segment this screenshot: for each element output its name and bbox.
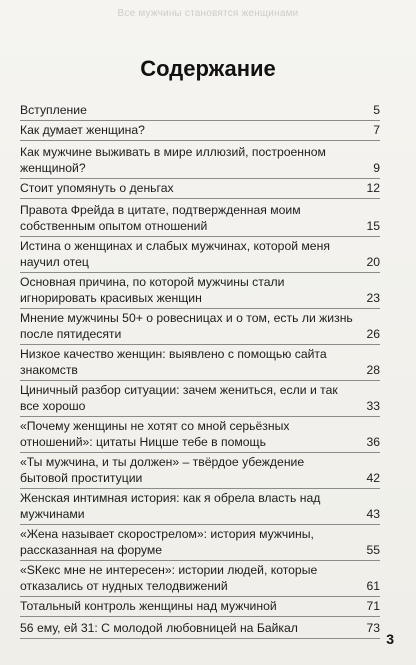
toc-entry-page: 26 bbox=[366, 327, 380, 341]
toc-entry-title: Правота Фрейда в цитате, подтвержденная моим собственным опытом отношений bbox=[20, 203, 301, 233]
page-title: Содержание bbox=[140, 56, 276, 81]
toc-entry-page: 20 bbox=[366, 255, 380, 269]
toc-entry-page: 33 bbox=[366, 399, 380, 413]
toc-entry-page: 5 bbox=[373, 103, 380, 117]
toc-entry bbox=[20, 346, 380, 381]
toc-entry-title: «Жена называет скорострелом»: история мужчины, рассказанная на форуме bbox=[20, 527, 314, 557]
toc-entry-page: 43 bbox=[366, 507, 380, 521]
toc-entry-page: 12 bbox=[366, 181, 380, 195]
toc-entry bbox=[20, 454, 380, 489]
toc-entry-page: 36 bbox=[366, 435, 380, 449]
toc-entry-title: Основная причина, по которой мужчины стали игнорировать красивых женщин bbox=[20, 275, 285, 305]
toc-entry bbox=[20, 526, 380, 561]
toc-entry-title: Низкое качество женщин: выявлено с помощью сайта знакомств bbox=[20, 347, 327, 377]
toc-entry bbox=[20, 238, 380, 273]
toc-entry bbox=[20, 490, 380, 525]
toc-entry bbox=[20, 144, 380, 179]
toc-entry-page: 9 bbox=[373, 161, 380, 175]
running-header: Все мужчины становятся женщинами bbox=[117, 8, 299, 19]
toc-entry-title: «SКекс мне не интересен»: истории людей, которые отказались от нудных телодвижений bbox=[20, 563, 318, 593]
toc-entry-title: Стоит упомянуть о деньгах bbox=[20, 181, 174, 195]
toc-entry-page: 15 bbox=[366, 219, 380, 233]
toc-entry bbox=[20, 598, 380, 617]
toc-entry-page: 73 bbox=[366, 621, 380, 635]
toc-entry-page: 28 bbox=[366, 363, 380, 377]
toc-entry bbox=[20, 562, 380, 597]
toc-entry-title: Как мужчине выживать в мире иллюзий, построенном женщиной? bbox=[20, 145, 326, 175]
toc-entry-title: «Почему женщины не хотят со мной серьёзных отношений»: цитаты Ницше тебе в помощь bbox=[20, 419, 290, 449]
toc-entry bbox=[20, 382, 380, 417]
toc-entry bbox=[20, 620, 380, 639]
toc-entry-title: Тотальный контроль женщины над мужчиной bbox=[20, 599, 277, 613]
toc-entry bbox=[20, 310, 380, 345]
toc-entry bbox=[20, 202, 380, 237]
toc-entry bbox=[20, 274, 380, 309]
toc-entry-title: «Ты мужчина, и ты должен» – твёрдое убеждение бытовой проституции bbox=[20, 455, 305, 485]
toc-entry-page: 7 bbox=[373, 123, 380, 137]
toc-entry-title: Вступление bbox=[20, 103, 87, 117]
toc-entry-title: Мнение мужчины 50+ о ровесницах и о том, есть ли жизнь после пятидесяти bbox=[20, 311, 353, 341]
toc-entry-page: 55 bbox=[366, 543, 380, 557]
toc-entry-title: Циничный разбор ситуации: зачем жениться, если и так все хорошо bbox=[20, 383, 338, 413]
toc-entry bbox=[20, 122, 380, 141]
toc-entry bbox=[20, 180, 380, 199]
toc-entry-page: 71 bbox=[366, 599, 380, 613]
toc-entry-title: Истина о женщинах и слабых мужчинах, которой меня научил отец bbox=[20, 239, 330, 269]
toc-entry-page: 61 bbox=[366, 579, 380, 593]
toc-entry-title: 56 ему, ей 31: С молодой любовницей на Байкал bbox=[20, 621, 298, 635]
toc-entry-title: Женская интимная история: как я обрела власть над мужчинами bbox=[20, 491, 321, 521]
toc-entry-page: 23 bbox=[366, 291, 380, 305]
toc-entry bbox=[20, 102, 380, 121]
toc-entry-page: 42 bbox=[366, 471, 380, 485]
toc-entry bbox=[20, 418, 380, 453]
page-number: 3 bbox=[386, 631, 394, 647]
toc-entry-title: Как думает женщина? bbox=[20, 123, 145, 137]
